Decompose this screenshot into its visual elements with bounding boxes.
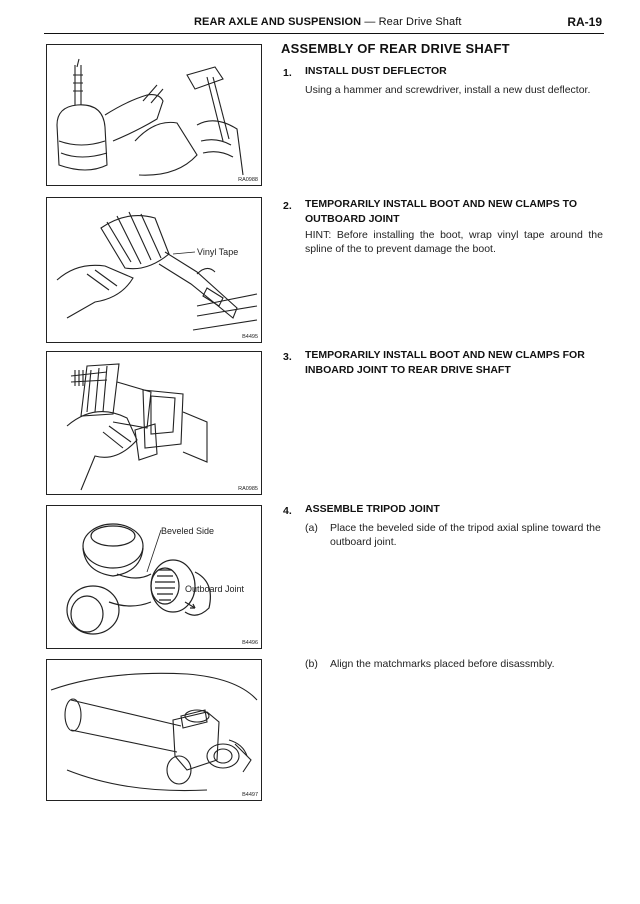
substep-a-label: (a): [305, 522, 318, 534]
substep-b-text: Align the matchmarks placed before disassmbly.: [330, 658, 555, 670]
beveled-side-label: Beveled Side: [161, 526, 215, 536]
step-1-heading: INSTALL DUST DEFLECTOR: [305, 65, 447, 77]
figure-inboard-boot: [46, 351, 262, 495]
figure-code: B4496: [242, 640, 258, 646]
page-number: RA-19: [567, 15, 602, 29]
header-rule: [44, 33, 604, 34]
step-2-number: 2.: [283, 200, 292, 212]
step-1-text: Using a hammer and screwdriver, install a new dust deflector.: [305, 84, 591, 96]
step-3-heading: TEMPORARILY INSTALL BOOT AND NEW CLAMPS FOR INBOARD JOINT TO REAR DRIVE SHAFT: [305, 349, 585, 376]
step-1-number: 1.: [283, 67, 292, 79]
step-4-number: 4.: [283, 505, 292, 517]
section-title-subtitle: — Rear Drive Shaft: [361, 16, 462, 28]
step-4-heading: ASSEMBLE TRIPOD JOINT: [305, 503, 440, 515]
figure-boot-vinyl-tape: [46, 197, 262, 343]
substep-b-label: (b): [305, 658, 318, 670]
step-3-number: 3.: [283, 351, 292, 363]
figure-code: RA0985: [238, 486, 258, 492]
figure-tripod-matchmarks: [46, 659, 262, 801]
figure-code: B4497: [242, 792, 258, 798]
figure-hammer-dust-deflector: [46, 44, 262, 186]
section-title-bold: REAR AXLE AND SUSPENSION: [194, 16, 362, 28]
vinyl-tape-label: Vinyl Tape: [197, 247, 239, 257]
step-2-heading: TEMPORARILY INSTALL BOOT AND NEW CLAMPS TO OUTBOARD JOINT: [305, 198, 578, 225]
outboard-joint-label: Outboard Joint: [185, 584, 245, 594]
section-title: [194, 16, 462, 28]
figure-code: B4495: [242, 334, 258, 340]
page-header: [44, 12, 604, 34]
step-2-hint: HINT: Before installing the boot, wrap vinyl tape around the spline of the to prevent damage the boot.: [305, 229, 603, 255]
figure-tripod-beveled-side: [46, 505, 262, 649]
figure-code: RA0988: [238, 177, 258, 183]
page-title: ASSEMBLY OF REAR DRIVE SHAFT: [281, 41, 510, 56]
substep-a-text: Place the beveled side of the tripod axial spline toward the outboard joint.: [330, 522, 601, 548]
